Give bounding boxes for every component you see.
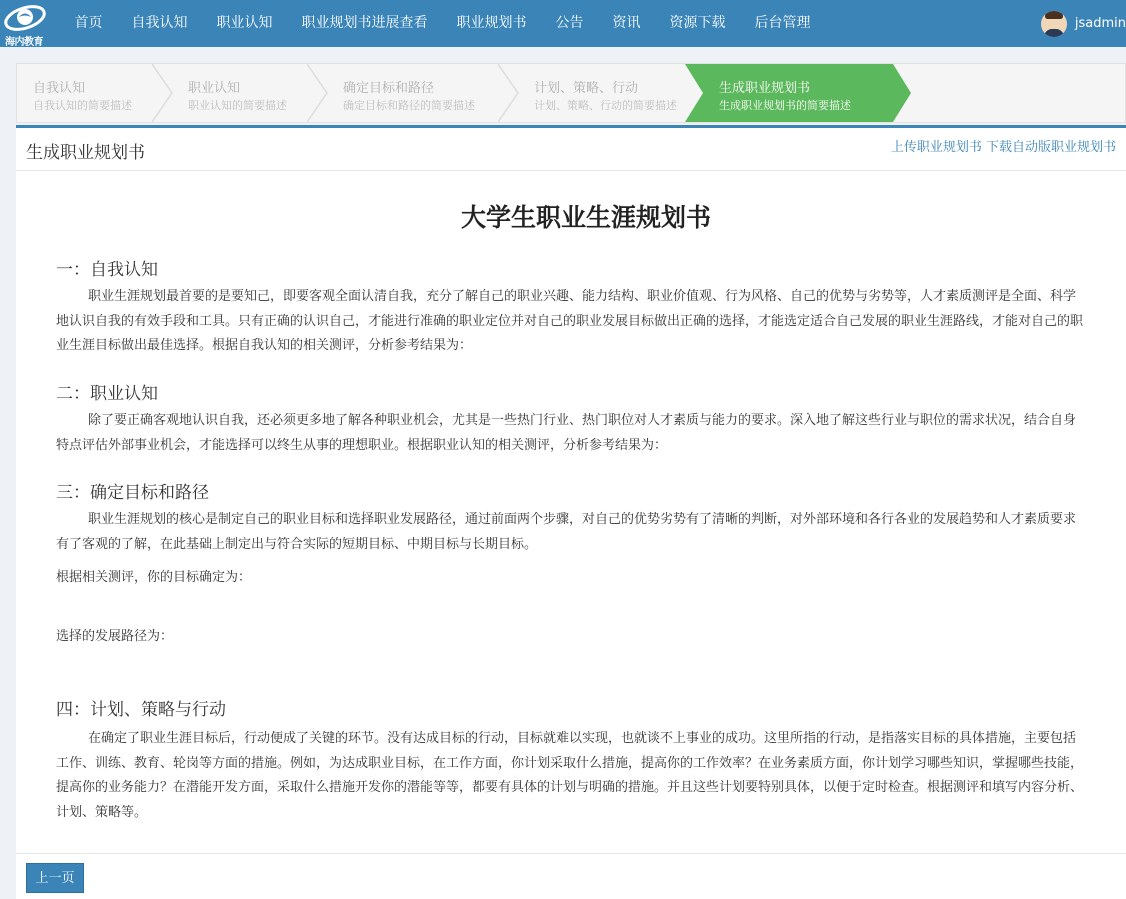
panel-footer-divider [16,853,1126,854]
main-panel [16,125,1126,899]
panel-title: 生成职业规划书 [26,143,145,163]
step-desc: 自我认知的简要描述 [33,99,132,112]
nav-item-announcements[interactable]: 公告 [555,15,584,31]
step-desc: 计划、策略、行动的简要描述 [534,99,677,112]
section-heading-goals-and-paths: 三：确定目标和路径 [56,483,209,503]
nav-item-admin[interactable]: 后台管理 [754,15,811,31]
section-heading-career-awareness: 二：职业认知 [56,384,158,404]
step-plan-strategy-action[interactable] [518,64,703,122]
brand-logo[interactable] [2,2,48,46]
upload-plan-link[interactable]: 上传职业规划书 [890,140,982,155]
step-self-awareness[interactable] [17,64,154,122]
step-career-awareness[interactable] [172,64,309,122]
section-text-career-awareness: 除了要正确客观地认识自我，还必须更多地了解各种职业机会，尤其是一些热门行业、热门职位对人才素质与能力的要求。深入地了解这些行业与职位的需求状况，结合自身特点评估外部事业机会，才能选择可以终生从事的理想职业。根据职业认知的相关测评，分析参考结果为： [56,413,1077,453]
previous-page-button[interactable]: 上一页 [26,863,84,893]
nav-item-self-awareness[interactable]: 自我认知 [131,15,188,31]
avatar [1041,11,1067,37]
panel-actions [891,136,1116,155]
username: jsadmin [1074,16,1126,31]
section-heading-plan-strategy-action: 四：计划、策略与行动 [56,700,226,720]
download-auto-plan-link[interactable]: 下载自动版职业规划书 [985,140,1116,155]
nav-item-downloads[interactable]: 资源下载 [669,15,726,31]
section-text-goals-and-paths: 职业生涯规划的核心是制定自己的职业目标和选择职业发展路径，通过前面两个步骤，对自己的优势劣势有了清晰的判断，对外部环境和各行各业的发展趋势和人才素质要求有了客观的了解，在此基础上制定出与符合实际的短期目标、中期目标与长期目标。 [56,512,1077,552]
logo-text: 海内教育 [5,37,43,48]
document-title: 大学生职业生涯规划书 [460,203,711,232]
step-title: 自我认知 [33,81,86,96]
active-step-arrow-icon [893,64,911,122]
nav-item-news[interactable]: 资讯 [612,15,641,31]
step-title: 生成职业规划书 [719,81,811,96]
nav-item-career-plan[interactable]: 职业规划书 [456,15,527,31]
step-title: 计划、策略、行动 [534,81,639,96]
wizard-steps [16,63,1126,123]
active-step-notch-icon [685,64,703,122]
nav-item-plan-progress[interactable]: 职业规划书进展查看 [301,15,428,31]
top-navbar [0,0,1126,47]
step-desc: 生成职业规划书的简要描述 [719,99,851,112]
goal-label: 根据相关测评，你的目标确定为： [56,570,252,585]
path-label: 选择的发展路径为： [56,629,174,644]
main-nav [60,0,825,47]
logo-swirl-icon [2,2,48,34]
nav-item-home[interactable]: 首页 [74,15,103,31]
step-goals-and-paths[interactable] [327,64,499,122]
section-text-self-awareness: 职业生涯规划最首要的是要知己，即要客观全面认清自我，充分了解自己的职业兴趣、能力结构、职业价值观、行为风格、自己的优势与劣势等，人才素质测评是全面、科学地认识自我的有效手段和工具。只有正确的认识自己，才能进行准确的职业定位并对自己的职业发展目标做出正确的选择，才能选定适合自己发展的职业生涯路线，才能对自己的职业生涯目标做出最佳选择。根据自我认知的相关测评，分析参考结果为： [56,289,1084,353]
step-title: 职业认知 [188,81,241,96]
nav-item-career-awareness[interactable]: 职业认知 [216,15,273,31]
step-desc: 职业认知的简要描述 [188,99,287,112]
user-menu[interactable] [1041,0,1126,47]
step-desc: 确定目标和路径的简要描述 [343,99,475,112]
step-title: 确定目标和路径 [343,81,435,96]
step-generate-plan[interactable] [703,64,893,122]
section-text-plan-strategy-action: 在确定了职业生涯目标后，行动便成了关键的环节。没有达成目标的行动，目标就难以实现，也就谈不上事业的成功。这里所指的行动，是指落实目标的具体措施，主要包括工作、训练、教育、轮岗等方面的措施。例如，为达成职业目标，在工作方面，你计划采取什么措施，提高你的工作效率？在业务素质方面，你计划学习哪些知识，掌握哪些技能，提高你的业务能力？在潜能开发方面，采取什么措施开发你的潜能等等，都要有具体的计划与明确的措施。并且这些计划要特别具体，以便于定时检查。根据测评和填写内容分析、计划、策略等。 [56,731,1084,820]
panel-header-divider [16,170,1126,171]
section-heading-self-awareness: 一：自我认知 [56,260,158,280]
